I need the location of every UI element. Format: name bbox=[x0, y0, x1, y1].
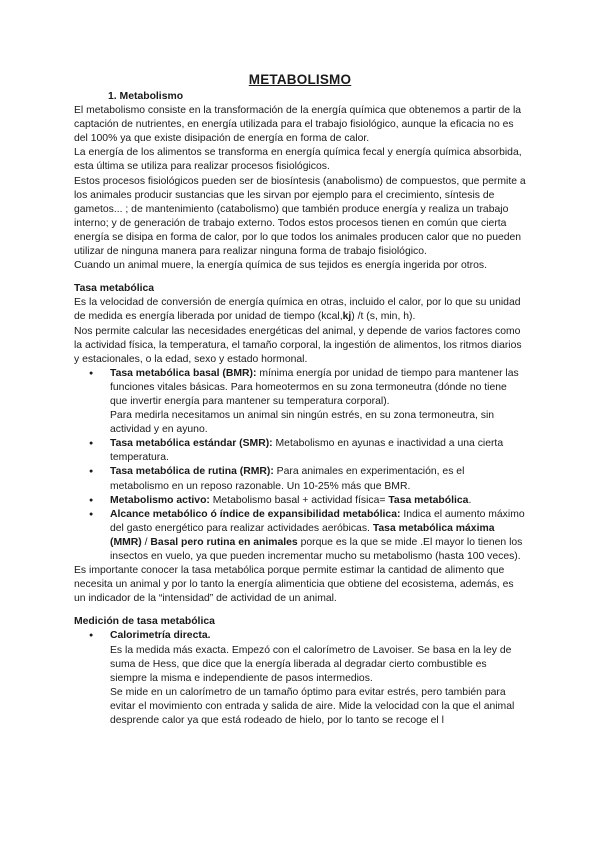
paragraph: Cuando un animal muere, la energía química de sus tejidos es energía ingerida por otros. bbox=[74, 260, 487, 272]
paragraph: El metabolismo consiste en la transformación de la energía química que obtenemos a partir de la captación de nutrientes, en energía utilizada para el trabajo fisiológico, aunque la eficacia no es del 100% ya que existe disipación de energía en forma de calor. bbox=[74, 105, 522, 145]
paragraph: Estos procesos fisiológicos pueden ser de biosíntesis (anabolismo) de compuestos, que permite a los animales producir sustancias que les sirvan por ejemplo para el crecimiento, síntesis de gametos... ; de mantenimiento (catabolismo) que también produce energía y realiza un trabajo interno; y de generación de trabajo externo. Todos estos procesos tienen en común que cierta energía se disipa en forma de calor, por lo que todos los animales producen calor que no pueden utilizar de ninguna manera para realizar ninguna forma de trabajo fisiológico. bbox=[74, 175, 526, 258]
list-item: ● Metabolismo activo: Metabolismo basal + actividad física= Tasa metabólica. bbox=[74, 494, 526, 508]
bullet-list-medicion bbox=[74, 629, 526, 643]
list-item: ● Tasa metabólica basal (BMR): mínima energía por unidad de tiempo para mantener las funciones vitales básicas. Para homeotermos en su zona termoneutra (dónde no tiene que invertir energía para mantener su temperatura corporal). Para medirla necesitamos un animal sin ningún estrés, en su zona termoneutra, sin actividad y en ayuno. bbox=[74, 367, 526, 437]
section-heading-tasa-metabolica: Tasa metabólica bbox=[74, 283, 155, 295]
bullet-list-tasas bbox=[74, 367, 526, 564]
list-item: ● Alcance metabólico ó índice de expansibilidad metabólica: Indica el aumento máximo del gasto energético para realizar actividades aeróbicas. Tasa metabólica máxima (MMR) / Basal pero rutina en animales porque es la que se mide .El mayor lo tienen los insectos en vuelo, ya que pueden incrementar mucho su metabolismo (hasta 100 veces). bbox=[74, 508, 526, 564]
document-body bbox=[74, 90, 526, 728]
section-heading-medicion: Medición de tasa metabólica bbox=[74, 616, 215, 628]
paragraph: La energía de los alimentos se transforma en energía química fecal y energía química absorbida, esta última se utiliza para realizar procesos fisiológicos. bbox=[74, 147, 522, 173]
paragraph: Es importante conocer la tasa metabólica porque permite estimar la cantidad de alimento que necesita un animal y por lo tanto la energía alimenticia que obtiene del ecosistema, además, es un indicador de la “intensidad” de actividad de un animal. bbox=[74, 565, 514, 605]
list-item: ● Tasa metabólica de rutina (RMR): Para animales en experimentación, es el metabolismo en un reposo razonable. Un 10-25% más que BMR. bbox=[74, 465, 526, 493]
paragraph: Es la velocidad de conversión de energía química en otras, incluido el calor, por lo que su unidad de medida es energía liberada por unidad de tiempo (kcal,kj) /t (s, min, h). bbox=[74, 297, 521, 323]
document-title: METABOLISMO bbox=[248, 72, 352, 87]
list-item: ● Tasa metabólica estándar (SMR): Metabolismo en ayunas e inactividad a una cierta temperatura. bbox=[74, 437, 526, 465]
section-heading-metabolismo: 1. Metabolismo bbox=[108, 91, 184, 102]
paragraph: Nos permite calcular las necesidades energéticas del animal, y depende de varios factores como la actividad física, la temperatura, el tamaño corporal, la ingestión de alimentos, los ritmos diarios y estacionales, o la edad, sexo y estado hormonal. bbox=[74, 325, 522, 365]
list-item: ● Calorimetría directa. bbox=[74, 629, 526, 643]
paragraph: Es la medida más exacta. Empezó con el calorímetro de Lavoiser. Se basa en la ley de suma de Hess, que dice que la energía liberada al degradar cierto combustible es siempre la misma e independiente de pasos intermedios. bbox=[110, 644, 512, 684]
paragraph: Se mide en un calorímetro de un tamaño óptimo para evitar estrés, pero también para evitar el movimiento con entrada y salida de aire. Mide la velocidad con la que el animal desprende calor ya que está rodeado de hielo, por lo tanto se recoge el l bbox=[110, 686, 515, 727]
